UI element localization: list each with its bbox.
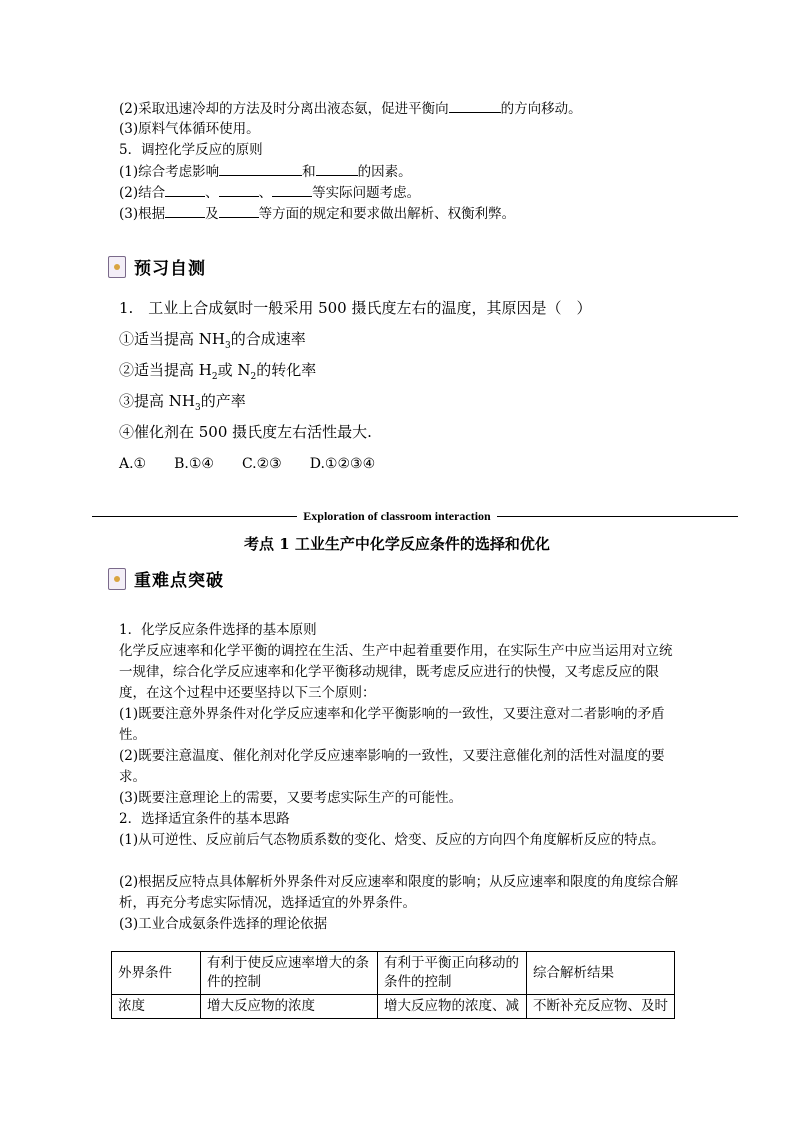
table-cell: 浓度 xyxy=(112,995,201,1019)
option-4 xyxy=(119,421,372,443)
principle-line-3 xyxy=(119,203,515,224)
table-header-cell: 综合解析结果 xyxy=(527,952,675,995)
body-paragraph: (3)既要注意理论上的需要，又要考虑实际生产的可能性。 xyxy=(119,790,463,806)
preview-heading xyxy=(108,254,206,279)
body-paragraph: 化学反应速率和化学平衡的调控在生活、生产中起着重要作用，在实际生产中应当运用对立统一规律，综合化学反应速率和化学平衡移动规律，既考虑反应进行的快慢，又考虑反应的限度，在这个过程中还要坚持以下三个原则： xyxy=(119,643,673,701)
question-text: 1. 工业上合成氨时一般采用 500 摄氏度左右的温度，其原因是（ ） xyxy=(119,299,592,317)
line-text: 等方面的规定和要求做出解析、权衡利弊。 xyxy=(258,206,516,222)
table-header-cell: 有利于使反应速率增大的条件的控制 xyxy=(201,952,378,995)
blank-field[interactable] xyxy=(219,203,259,218)
blank-field[interactable] xyxy=(165,182,205,197)
table-header-row xyxy=(112,952,675,995)
table-cell: 增大反应物的浓度 xyxy=(201,995,378,1019)
line-text: 等实际问题考虑。 xyxy=(312,185,421,201)
divider-label-text: Exploration of classroom interaction xyxy=(297,509,496,523)
subscript: 3 xyxy=(194,403,201,413)
answer-choices xyxy=(119,453,375,475)
section-5-heading xyxy=(119,140,263,160)
option-text: 的产率 xyxy=(200,392,246,410)
line-text: (2)结合 xyxy=(119,185,166,201)
conditions-table xyxy=(111,951,675,1019)
line-text: 5．调控化学反应的原则 xyxy=(119,142,263,158)
blank-field[interactable] xyxy=(272,182,312,197)
subscript: 3 xyxy=(224,341,231,351)
difficult-title: 重难点突破 xyxy=(134,571,224,591)
line-text: (1)综合考虑影响 xyxy=(119,164,220,180)
line-text: 的因素。 xyxy=(357,164,412,180)
subscript: 2 xyxy=(250,372,257,382)
body-paragraph: (2)根据反应特点具体解析外界条件对反应速率和限度的影响；从反应速率和限度的角度综合解析，再充分考虑实际情况，选择适宜的外界条件。 xyxy=(119,874,679,911)
preview-title: 预习自测 xyxy=(134,259,206,279)
subscript: 2 xyxy=(211,372,218,382)
option-3 xyxy=(119,390,246,419)
option-text: ④催化剂在 500 摄氏度左右活性最大. xyxy=(119,423,372,441)
choice-b[interactable]: B.①④ xyxy=(174,456,214,472)
body-paragraph: (3)工业合成氨条件选择的理论依据 xyxy=(119,916,328,932)
line-text: (3)原料气体循环使用。 xyxy=(119,121,260,137)
question-1 xyxy=(119,297,591,319)
option-text: 的合成速率 xyxy=(230,330,306,348)
difficult-heading xyxy=(108,566,224,591)
option-2 xyxy=(119,359,316,388)
line-text: (2)采取迅速冷却的方法及时分离出液态氨，促进平衡向 xyxy=(119,101,449,117)
body-paragraph: (2)既要注意温度、催化剂对化学反应速率影响的一致性，又要注意催化剂的活性对温度的要求。 xyxy=(119,748,665,785)
table-cell: 增大反应物的浓度、减 xyxy=(378,995,527,1019)
body-paragraph: (1)既要注意外界条件对化学反应速率和化学平衡影响的一致性，又要注意对二者影响的矛盾性。 xyxy=(119,706,665,743)
blank-field[interactable] xyxy=(219,161,302,176)
book-icon xyxy=(108,256,126,278)
line-text: 、 xyxy=(205,185,219,201)
blank-field[interactable] xyxy=(316,161,358,176)
blank-field[interactable] xyxy=(219,182,259,197)
fill-line-2 xyxy=(119,98,582,119)
option-text: 或 N xyxy=(217,361,251,379)
line-text: 和 xyxy=(302,164,316,180)
fill-line-3 xyxy=(119,119,260,139)
line-text: 及 xyxy=(205,206,219,222)
table-header-cell: 有利于平衡正向移动的条件的控制 xyxy=(378,952,527,995)
line-text: 的方向移动。 xyxy=(500,101,582,117)
principle-line-2 xyxy=(119,182,420,203)
divider-label xyxy=(0,509,794,524)
table-header-cell: 外界条件 xyxy=(112,952,201,995)
note-icon xyxy=(108,568,126,590)
principle-line-1 xyxy=(119,161,412,182)
body-heading-2: 2．选择适宜条件的基本思路 xyxy=(119,811,290,827)
option-text: 的转化率 xyxy=(256,361,317,379)
line-text: 、 xyxy=(258,185,273,201)
blank-field[interactable] xyxy=(449,98,501,113)
body-heading-1: 1．化学反应条件选择的基本原则 xyxy=(119,622,317,638)
topic-title: 考点 1 工业生产中化学反应条件的选择和优化 xyxy=(244,535,550,553)
option-text: ②适当提高 H xyxy=(119,361,212,379)
blank-field[interactable] xyxy=(165,203,205,218)
table-cell: 不断补充反应物、及时 xyxy=(527,995,675,1019)
option-text: ①适当提高 NH xyxy=(119,330,225,348)
choice-d[interactable]: D.①②③④ xyxy=(309,456,376,472)
option-text: ③提高 NH xyxy=(119,392,195,410)
body-paragraph: (1)从可逆性、反应前后气态物质系数的变化、焓变、反应的方向四个角度解析反应的特点。 xyxy=(119,832,665,848)
choice-c[interactable]: C.②③ xyxy=(241,456,282,472)
choice-a[interactable]: A.① xyxy=(119,456,147,472)
line-text: (3)根据 xyxy=(119,206,166,222)
table-row xyxy=(112,995,675,1019)
option-1 xyxy=(119,328,306,357)
